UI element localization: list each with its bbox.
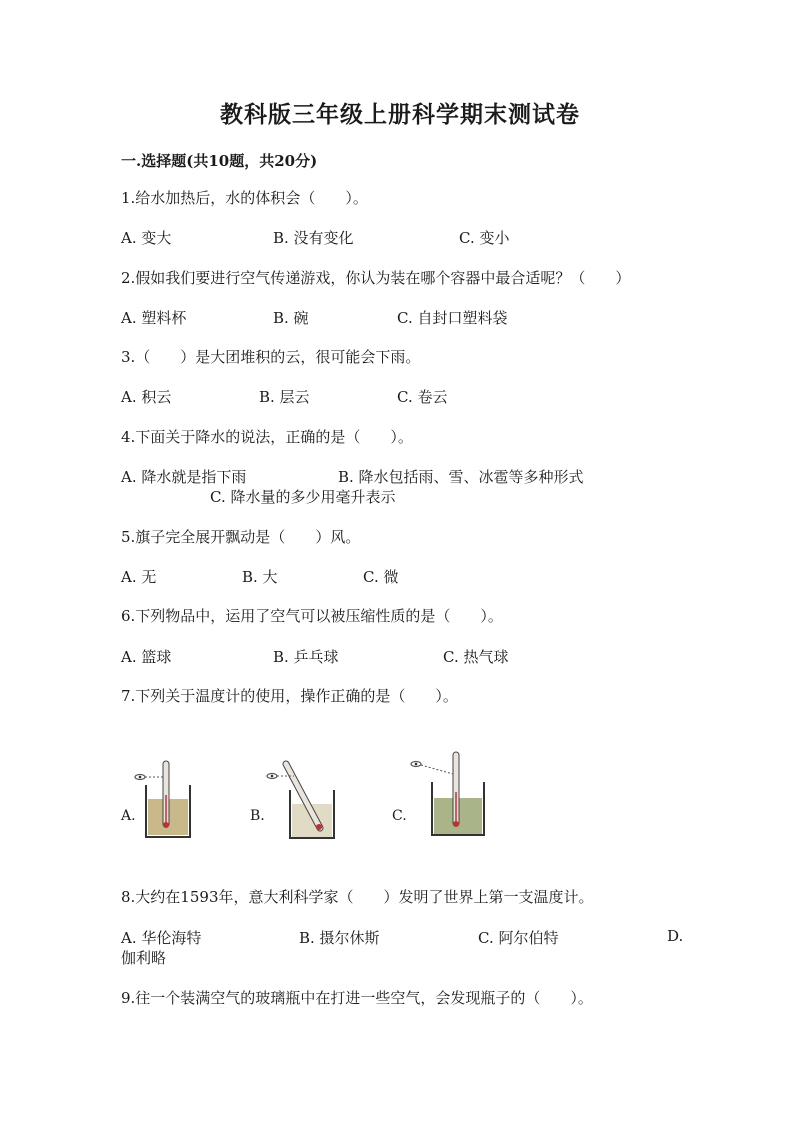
question-3-option-b: B. 层云: [259, 388, 310, 406]
question-8-option-d-text: 伽利略: [121, 949, 167, 967]
thermometer-figure-b: [262, 760, 342, 845]
question-6-option-a: A. 篮球: [121, 648, 172, 666]
thermometer-figure-a: [130, 755, 200, 845]
question-6-stem: 6.下列物品中，运用了空气可以被压缩性质的是（ ）。: [121, 607, 503, 625]
question-5-option-c: C. 微: [363, 568, 399, 586]
question-7-stem: 7.下列关于温度计的使用，操作正确的是（ ）。: [121, 687, 458, 705]
thermometer-figure-c: [408, 748, 488, 843]
question-1-option-a: A. 变大: [121, 229, 172, 247]
question-3-option-c: C. 卷云: [397, 388, 448, 406]
question-7-option-b: B.: [250, 808, 265, 824]
question-9-stem: 9.往一个装满空气的玻璃瓶中在打进一些空气，会发现瓶子的（ ）。: [121, 989, 593, 1007]
question-2-option-b: B. 碗: [273, 309, 309, 327]
question-7-option-c: C.: [392, 808, 407, 824]
question-8-option-b: B. 摄尔休斯: [299, 929, 380, 947]
question-8-stem: 8.大约在1593年，意大利科学家（ ）发明了世界上第一支温度计。: [121, 888, 594, 906]
question-3-option-a: A. 积云: [121, 388, 172, 406]
question-4-option-c: C. 降水量的多少用毫升表示: [210, 488, 396, 506]
question-2-option-c: C. 自封口塑料袋: [397, 309, 508, 327]
section-heading: 一.选择题(共10题，共20分): [121, 152, 318, 170]
question-5-option-b: B. 大: [242, 568, 278, 586]
question-5-stem: 5.旗子完全展开飘动是（ ）风。: [121, 528, 361, 546]
question-8-option-c: C. 阿尔伯特: [478, 929, 559, 947]
question-2-option-a: A. 塑料杯: [121, 309, 187, 327]
question-4-option-b: B. 降水包括雨、雪、冰雹等多种形式: [338, 468, 584, 486]
question-8-option-a: A. 华伦海特: [121, 929, 202, 947]
question-6-option-b: B. 乒乓球: [273, 648, 339, 666]
page-title: 教科版三年级上册科学期末测试卷: [220, 101, 580, 128]
question-3-stem: 3.（ ）是大团堆积的云，很可能会下雨。: [121, 348, 421, 366]
question-2-stem: 2.假如我们要进行空气传递游戏，你认为装在哪个容器中最合适呢？（ ）: [121, 269, 631, 287]
question-4-option-a: A. 降水就是指下雨: [121, 468, 247, 486]
question-6-option-c: C. 热气球: [443, 648, 509, 666]
question-1-option-c: C. 变小: [459, 229, 510, 247]
question-4-stem: 4.下面关于降水的说法，正确的是（ ）。: [121, 428, 413, 446]
question-1-stem: 1.给水加热后，水的体积会（ ）。: [121, 189, 368, 207]
question-5-option-a: A. 无: [121, 568, 157, 586]
question-8-option-d-letter: D.: [667, 927, 684, 945]
question-1-option-b: B. 没有变化: [273, 229, 354, 247]
question-7-option-a: A.: [121, 808, 136, 824]
